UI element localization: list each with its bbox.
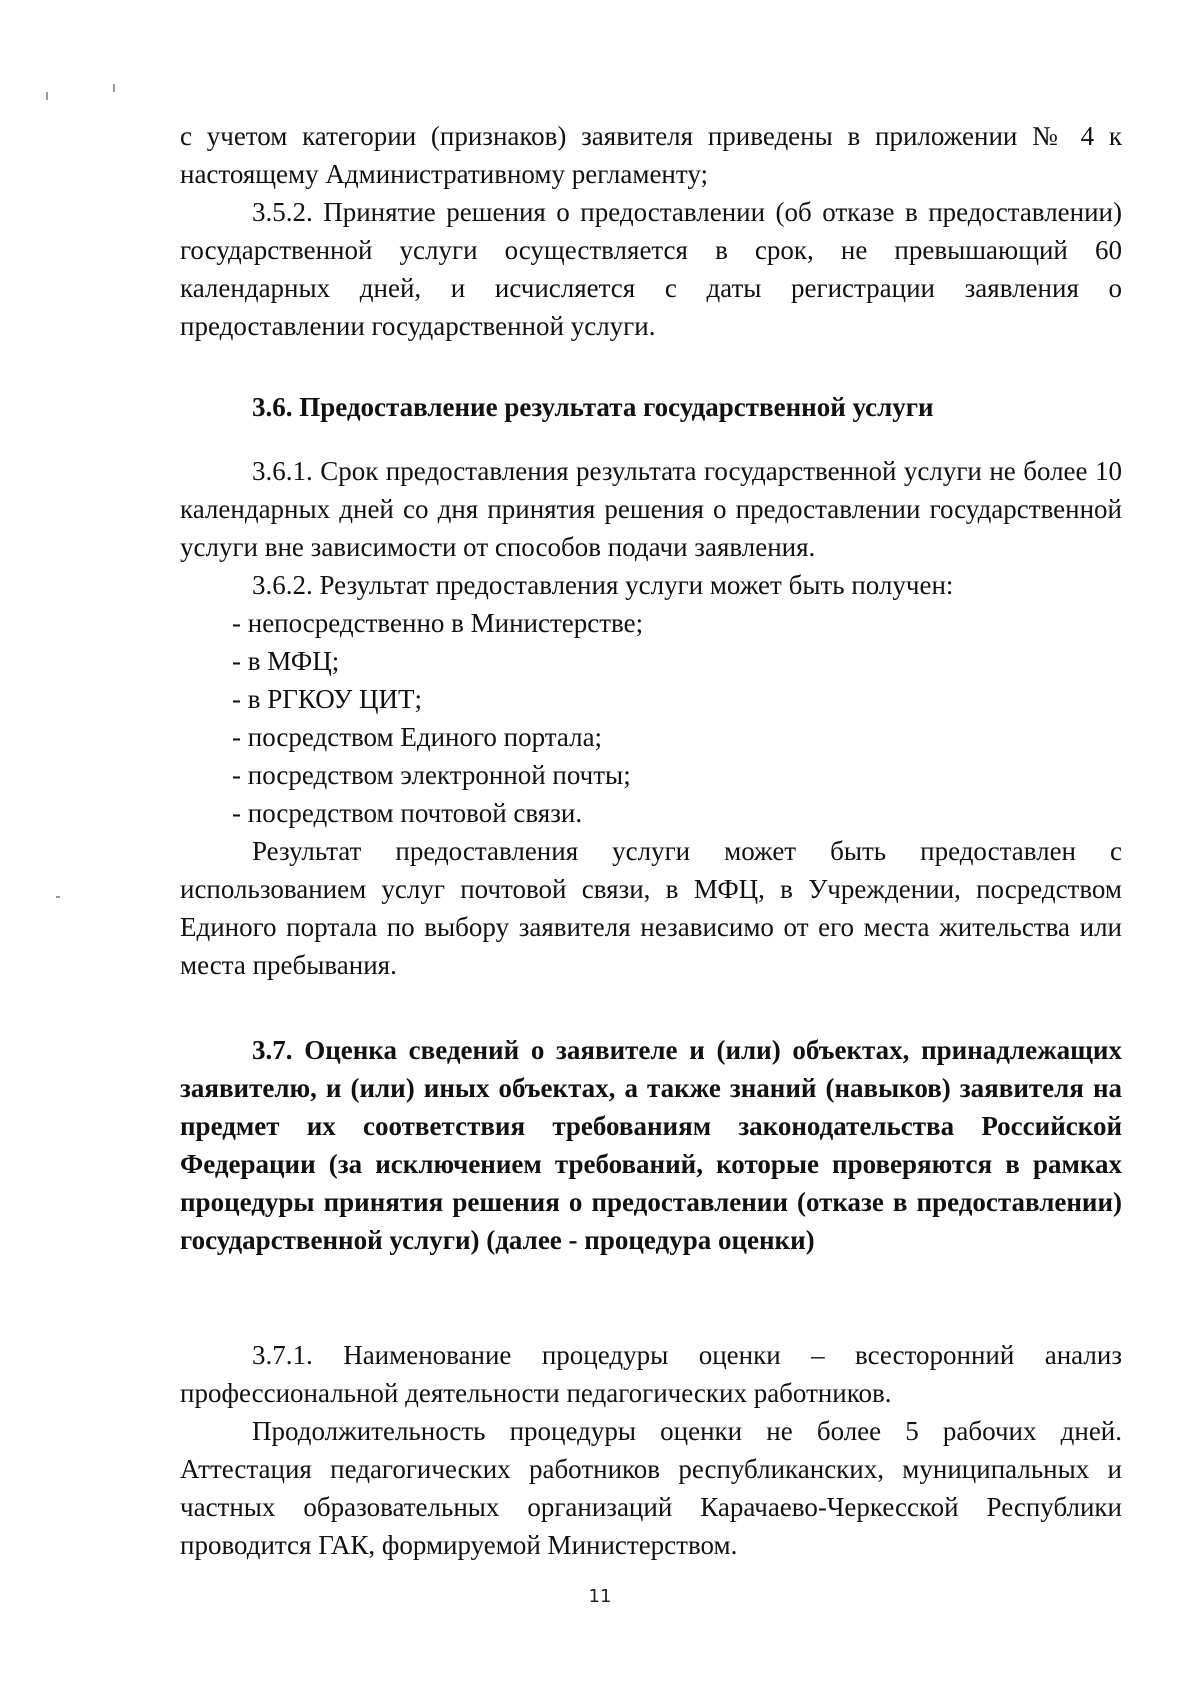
list-item: - посредством Единого портала; xyxy=(232,722,603,752)
paragraph-3-6-1: 3.6.1. Срок предоставления результата государственной услуги не более 10 календарных дней со дня принятия решения о предоставлении государственной услуги вне зависимости от способов подачи заявления. xyxy=(180,456,1122,562)
result-delivery-list xyxy=(232,604,643,832)
list-item: - в РГКОУ ЦИТ; xyxy=(232,684,423,714)
list-item: - посредством почтовой связи. xyxy=(232,798,583,828)
paragraph-result: Результат предоставления услуги может быть предоставлен с использованием услуг почтовой связи, в МФЦ, в Учреждении, посредством Единого портала по выбору заявителя независимо от его места жительства или места пребывания. xyxy=(180,836,1122,980)
scan-artifact xyxy=(56,896,60,898)
list-item: - посредством электронной почты; xyxy=(232,760,631,790)
scan-artifact xyxy=(113,84,115,92)
list-item: - непосредственно в Министерстве; xyxy=(232,608,644,638)
scan-artifact xyxy=(46,92,48,100)
page-number: 11 xyxy=(588,1586,612,1607)
paragraph-duration: Продолжительность процедуры оценки не более 5 рабочих дней. Аттестация педагогических работников республиканских, муниципальных и частных образовательных организаций Карачаево-Черкесской Республики проводится ГАК, формируемой Министерством. xyxy=(180,1416,1122,1560)
section-heading-3-7: 3.7. Оценка сведений о заявителе и (или) объектах, принадлежащих заявителю, и (или) иных объектах, а также знаний (навыков) заявителя на предмет их соответствия требованиям законодательства Российской Федерации (за исключением требований, которые проверяются в рамках процедуры принятия решения о предоставлении (отказе в предоставлении) государственной услуги) (далее - процедура оценки) xyxy=(180,1035,1122,1255)
section-heading-3-6: 3.6. Предоставление результата государственной услуги xyxy=(252,392,934,422)
paragraph-3-6-2: 3.6.2. Результат предоставления услуги может быть получен: xyxy=(252,570,954,600)
paragraph-3-7-1: 3.7.1. Наименование процедуры оценки – всесторонний анализ профессиональной деятельности педагогических работников. xyxy=(180,1340,1122,1408)
paragraph-continuation: с учетом категории (признаков) заявителя приведены в приложении № 4 к настоящему Административному регламенту; xyxy=(180,121,1122,189)
paragraph-3-5-2: 3.5.2. Принятие решения о предоставлении (об отказе в предоставлении) государственной услуги осуществляется в срок, не превышающий 60 календарных дней, и исчисляется с даты регистрации заявления о предоставлении государственной услуги. xyxy=(180,197,1122,341)
list-item: - в МФЦ; xyxy=(232,646,340,676)
